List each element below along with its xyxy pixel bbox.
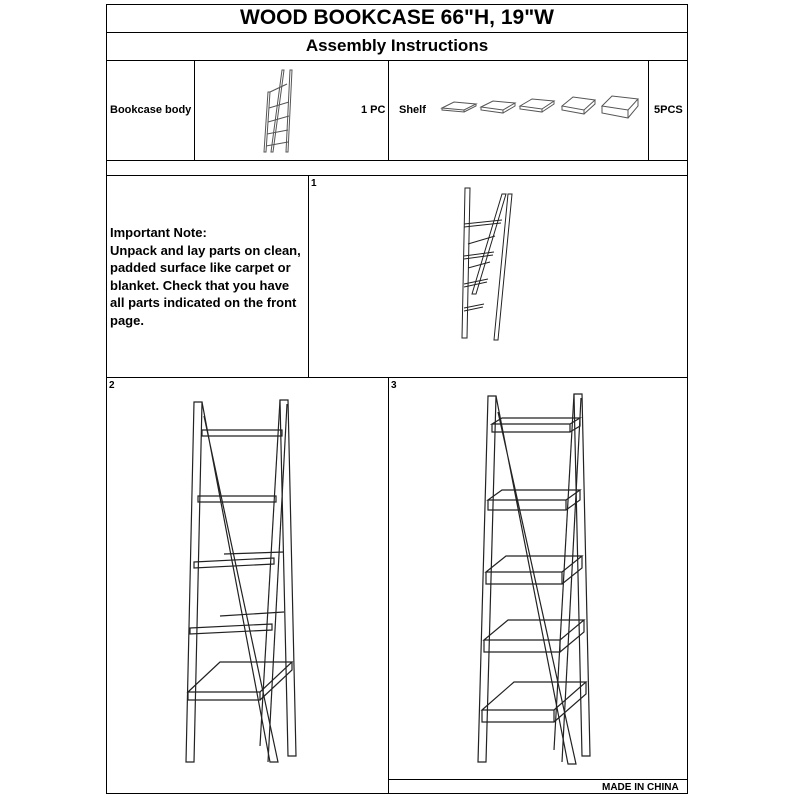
divider bbox=[388, 377, 389, 794]
note-heading: Important Note: bbox=[110, 225, 207, 240]
note-line: Unpack and lay parts on clean, bbox=[110, 242, 301, 258]
note-line: padded surface like carpet or bbox=[110, 260, 291, 275]
divider bbox=[106, 377, 688, 378]
important-note bbox=[110, 224, 306, 329]
page-title: WOOD BOOKCASE 66"H, 19"W bbox=[240, 6, 554, 29]
divider bbox=[106, 160, 688, 161]
bookcase-body-icon bbox=[262, 66, 296, 154]
divider bbox=[388, 779, 688, 780]
shelf-panel-icon bbox=[478, 96, 518, 118]
divider bbox=[308, 175, 309, 377]
divider bbox=[648, 60, 649, 160]
part-name: Shelf bbox=[399, 104, 426, 116]
ladder-frame-illustration bbox=[180, 396, 300, 766]
step-number: 3 bbox=[391, 380, 397, 391]
note-line: all parts indicated on the front bbox=[110, 295, 297, 310]
part-quantity: 5PCS bbox=[654, 104, 683, 116]
folded-ladder-illustration bbox=[440, 184, 530, 344]
step-number: 1 bbox=[311, 178, 317, 189]
divider bbox=[194, 60, 195, 160]
note-line: blanket. Check that you have bbox=[110, 277, 290, 293]
step-number: 2 bbox=[109, 380, 115, 391]
shelf-panel-icon bbox=[438, 96, 478, 118]
origin-label: MADE IN CHINA bbox=[602, 782, 679, 793]
part-quantity: 1 PC bbox=[361, 104, 386, 116]
divider bbox=[388, 60, 389, 160]
part-name: Bookcase body bbox=[110, 104, 192, 116]
divider bbox=[106, 175, 688, 176]
note-line: page. bbox=[110, 312, 144, 328]
shelf-panel-icon bbox=[560, 92, 600, 120]
shelf-panel-icon bbox=[518, 94, 558, 118]
divider bbox=[106, 32, 688, 33]
bookcase-assembled-illustration bbox=[470, 390, 600, 770]
page-subtitle: Assembly Instructions bbox=[305, 36, 489, 55]
shelf-panel-icon bbox=[600, 92, 642, 124]
